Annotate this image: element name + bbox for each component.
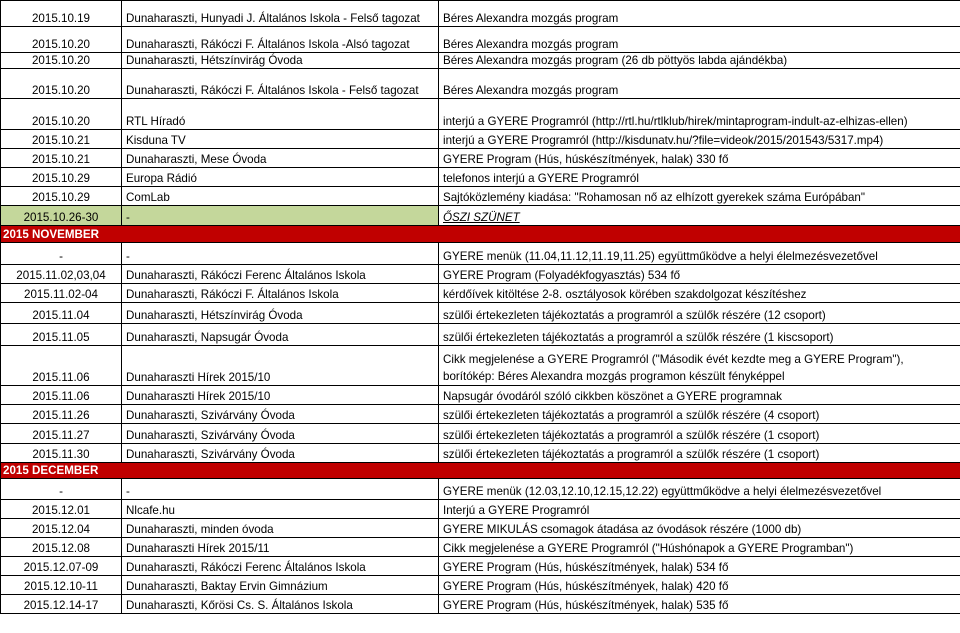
table-row bbox=[1, 284, 960, 303]
description-cell: szülői értekezleten tájékoztatás a programról a szülők részére (1 csoport) bbox=[439, 444, 960, 463]
description-cell: Napsugár óvodáról szóló cikkben köszönet a GYERE programnak bbox=[439, 386, 960, 405]
place-cell: Dunaharaszti, Szivárvány Óvoda bbox=[122, 424, 439, 444]
date-cell: 2015.12.10-11 bbox=[1, 576, 122, 595]
place-cell: Europa Rádió bbox=[122, 168, 439, 187]
description-cell: GYERE Program (Hús, húskészítmények, halak) 534 fő bbox=[439, 557, 960, 576]
description-cell: Béres Alexandra mozgás program (26 db pöttyös labda ajándékba) bbox=[439, 53, 960, 69]
date-cell: 2015.11.27 bbox=[1, 424, 122, 444]
description-cell: GYERE Program (Hús, húskészítmények, halak) 420 fő bbox=[439, 576, 960, 595]
date-cell: 2015.10.21 bbox=[1, 130, 122, 149]
description-cell: szülői értekezleten tájékoztatás a programról a szülők részére (12 csoport) bbox=[439, 303, 960, 324]
description-cell: telefonos interjú a GYERE Programról bbox=[439, 168, 960, 187]
table-row bbox=[1, 346, 960, 386]
table-row bbox=[1, 243, 960, 265]
date-cell: 2015.10.21 bbox=[1, 149, 122, 168]
description-cell: szülői értekezleten tájékoztatás a programról a szülők részére (4 csoport) bbox=[439, 405, 960, 424]
table-row bbox=[1, 386, 960, 405]
description-cell: GYERE menük (12.03,12.10,12.15,12.22) együttműködve a helyi élelmezésvezetővel bbox=[439, 479, 960, 500]
table-row bbox=[1, 69, 960, 99]
date-cell: 2015.11.02-04 bbox=[1, 284, 122, 303]
place-cell: - bbox=[122, 206, 439, 226]
place-cell: Dunaharaszti, Szivárvány Óvoda bbox=[122, 405, 439, 424]
place-cell: - bbox=[122, 479, 439, 500]
place-cell: Dunaharaszti, Rákóczi F. Általános Iskola - Felső tagozat bbox=[122, 69, 439, 99]
table-row bbox=[1, 595, 960, 614]
place-cell: Dunaharaszti, Rákóczi Ferenc Általános Iskola bbox=[122, 557, 439, 576]
place-cell: Dunaharaszti, Rákóczi Ferenc Általános Iskola bbox=[122, 265, 439, 284]
date-cell: 2015.12.01 bbox=[1, 500, 122, 519]
place-cell: Dunaharaszti, Hunyadi J. Általános Iskola - Felső tagozat bbox=[122, 1, 439, 27]
date-cell: - bbox=[1, 479, 122, 500]
month-label: 2015 NOVEMBER bbox=[1, 226, 960, 243]
place-cell: Dunaharaszti, Szivárvány Óvoda bbox=[122, 444, 439, 463]
description-cell: Béres Alexandra mozgás program bbox=[439, 69, 960, 99]
place-cell: Dunaharaszti, Mese Óvoda bbox=[122, 149, 439, 168]
date-cell: 2015.10.29 bbox=[1, 187, 122, 206]
place-cell: Dunaharaszti, Hétszínvirág Óvoda bbox=[122, 303, 439, 324]
month-header-row bbox=[1, 226, 960, 243]
date-cell: 2015.10.20 bbox=[1, 27, 122, 53]
description-cell: szülői értekezleten tájékoztatás a programról a szülők részére (1 kiscsoport) bbox=[439, 324, 960, 346]
place-cell: Dunaharaszti, minden óvoda bbox=[122, 519, 439, 538]
date-cell: 2015.10.20 bbox=[1, 53, 122, 69]
place-cell: Dunaharaszti Hírek 2015/11 bbox=[122, 538, 439, 557]
description-cell: GYERE MIKULÁS csomagok átadása az óvodások részére (1000 db) bbox=[439, 519, 960, 538]
date-cell: 2015.12.14-17 bbox=[1, 595, 122, 614]
table-row bbox=[1, 479, 960, 500]
table-row bbox=[1, 27, 960, 53]
place-cell: Dunaharaszti, Hétszínvirág Óvoda bbox=[122, 53, 439, 69]
date-cell: 2015.11.26 bbox=[1, 405, 122, 424]
date-cell: 2015.10.19 bbox=[1, 1, 122, 27]
description-cell: Interjú a GYERE Programról bbox=[439, 500, 960, 519]
date-cell: 2015.12.08 bbox=[1, 538, 122, 557]
place-cell: Dunaharaszti Hírek 2015/10 bbox=[122, 346, 439, 386]
description-cell: Sajtóközlemény kiadása: "Rohamosan nő az elhízott gyerekek száma Európában" bbox=[439, 187, 960, 206]
description-cell: Cikk megjelenése a GYERE Programról ("Húshónapok a GYERE Programban") bbox=[439, 538, 960, 557]
place-cell: Dunaharaszti, Rákóczi F. Általános Iskola bbox=[122, 284, 439, 303]
date-cell: 2015.11.06 bbox=[1, 386, 122, 405]
place-cell: - bbox=[122, 243, 439, 265]
description-cell: GYERE Program (Folyadékfogyasztás) 534 fő bbox=[439, 265, 960, 284]
place-cell: ComLab bbox=[122, 187, 439, 206]
description-cell: szülői értekezleten tájékoztatás a programról a szülők részére (1 csoport) bbox=[439, 424, 960, 444]
place-cell: Nlcafe.hu bbox=[122, 500, 439, 519]
description-cell: ŐSZI SZÜNET bbox=[439, 206, 960, 226]
date-cell: - bbox=[1, 243, 122, 265]
table-row bbox=[1, 424, 960, 444]
table-row bbox=[1, 187, 960, 206]
table-row bbox=[1, 53, 960, 69]
table-row bbox=[1, 265, 960, 284]
events-table-body bbox=[1, 1, 960, 614]
description-cell: interjú a GYERE Programról (http://kisdunatv.hu/?file=videok/2015/201543/5317.mp4) bbox=[439, 130, 960, 149]
place-cell: Dunaharaszti, Rákóczi F. Általános Iskola -Alsó tagozat bbox=[122, 27, 439, 53]
description-cell: GYERE Program (Hús, húskészítmények, halak) 330 fő bbox=[439, 149, 960, 168]
month-header-row bbox=[1, 463, 960, 479]
place-cell: RTL Híradó bbox=[122, 99, 439, 130]
date-cell: 2015.11.02,03,04 bbox=[1, 265, 122, 284]
description-cell: GYERE Program (Hús, húskészítmények, halak) 535 fő bbox=[439, 595, 960, 614]
table-row bbox=[1, 130, 960, 149]
table-row bbox=[1, 405, 960, 424]
table-row bbox=[1, 519, 960, 538]
table-row bbox=[1, 206, 960, 226]
description-cell: GYERE menük (11.04,11.12,11.19,11.25) együttműködve a helyi élelmezésvezetővel bbox=[439, 243, 960, 265]
table-row bbox=[1, 303, 960, 324]
date-cell: 2015.10.26-30 bbox=[1, 206, 122, 226]
table-row bbox=[1, 444, 960, 463]
table-row bbox=[1, 99, 960, 130]
table-row bbox=[1, 576, 960, 595]
date-cell: 2015.10.29 bbox=[1, 168, 122, 187]
date-cell: 2015.11.04 bbox=[1, 303, 122, 324]
place-cell: Dunaharaszti, Baktay Ervin Gimnázium bbox=[122, 576, 439, 595]
description-cell: Cikk megjelenése a GYERE Programról ("Második évét kezdte meg a GYERE Program"), borítókép: Béres Alexandra mozgás programon készült fényképpel bbox=[439, 346, 960, 386]
date-cell: 2015.11.05 bbox=[1, 324, 122, 346]
place-cell: Dunaharaszti Hírek 2015/10 bbox=[122, 386, 439, 405]
date-cell: 2015.10.20 bbox=[1, 99, 122, 130]
place-cell: Dunaharaszti, Napsugár Óvoda bbox=[122, 324, 439, 346]
date-cell: 2015.11.06 bbox=[1, 346, 122, 386]
table-row bbox=[1, 538, 960, 557]
description-cell: Béres Alexandra mozgás program bbox=[439, 1, 960, 27]
date-cell: 2015.12.04 bbox=[1, 519, 122, 538]
description-cell: kérdőívek kitöltése 2-8. osztályosok körében szakdolgozat készítéshez bbox=[439, 284, 960, 303]
table-row bbox=[1, 168, 960, 187]
description-cell: interjú a GYERE Programról (http://rtl.hu/rtlklub/hirek/mintaprogram-indult-az-elhizas-ellen) bbox=[439, 99, 960, 130]
table-row bbox=[1, 500, 960, 519]
date-cell: 2015.10.20 bbox=[1, 69, 122, 99]
description-cell: Béres Alexandra mozgás program bbox=[439, 27, 960, 53]
place-cell: Kisduna TV bbox=[122, 130, 439, 149]
table-row bbox=[1, 557, 960, 576]
table-row bbox=[1, 149, 960, 168]
table-row bbox=[1, 324, 960, 346]
date-cell: 2015.11.30 bbox=[1, 444, 122, 463]
date-cell: 2015.12.07-09 bbox=[1, 557, 122, 576]
place-cell: Dunaharaszti, Kőrösi Cs. S. Általános Iskola bbox=[122, 595, 439, 614]
month-label: 2015 DECEMBER bbox=[1, 463, 960, 479]
table-row bbox=[1, 1, 960, 27]
